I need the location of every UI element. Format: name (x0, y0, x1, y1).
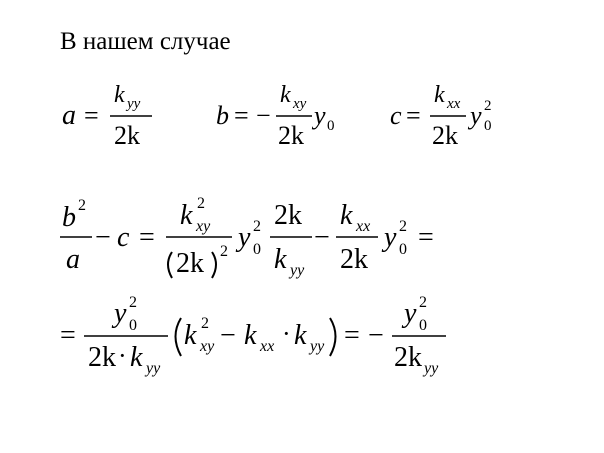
numerator-2k: 2k (274, 200, 302, 231)
equals-sign: = (139, 222, 155, 253)
numerator-k: k (434, 82, 445, 108)
superscript-2: 2 (419, 294, 427, 311)
factor-y: y (314, 101, 326, 130)
symbol-a: a (62, 100, 76, 131)
denominator-2k: 2k (278, 121, 304, 150)
equals-sign: = (406, 101, 421, 130)
superscript-2: 2 (129, 294, 137, 311)
subscript-xx: xx (260, 338, 275, 355)
numerator-k: k (114, 82, 125, 108)
left-paren (176, 318, 182, 356)
subscript-yy: yy (424, 360, 439, 377)
right-paren (212, 252, 216, 278)
equals-sign: = (418, 222, 434, 253)
subscript-yy: yy (290, 262, 305, 279)
k-yy: k (294, 320, 307, 351)
symbol-c: c (117, 222, 130, 253)
numerator-y: y (404, 298, 417, 329)
factor-y: y (238, 222, 251, 253)
equals-sign: = (60, 320, 76, 351)
superscript-2: 2 (253, 218, 261, 235)
minus-sign: − (256, 101, 271, 130)
superscript-2: 2 (197, 195, 205, 212)
denominator-2k: 2k (176, 248, 204, 279)
symbol-b: b (62, 202, 76, 233)
superscript-2: 2 (201, 315, 209, 332)
denominator-k: k (274, 244, 287, 275)
k-xx: k (244, 320, 257, 351)
numerator-k: k (180, 200, 193, 231)
subscript-yy: yy (127, 96, 141, 112)
equals-sign: = (234, 101, 249, 130)
factor-y: y (470, 101, 482, 130)
formula-a (62, 82, 152, 150)
symbol-a: a (66, 244, 80, 275)
minus-sign: − (95, 222, 111, 253)
factor-y: y (384, 222, 397, 253)
dot-operator: · (118, 341, 127, 370)
dot-operator: · (282, 319, 291, 348)
left-paren (168, 252, 172, 278)
subscript-yy: yy (310, 338, 325, 355)
subscript-xx: xx (447, 96, 461, 112)
denominator-k: k (130, 342, 143, 373)
denominator-2k: 2k (394, 342, 422, 373)
equation-line-1 (60, 195, 434, 279)
superscript-2: 2 (484, 98, 492, 114)
heading-text: В нашем случае (60, 28, 231, 55)
formula-c (390, 82, 492, 150)
subscript-0: 0 (253, 241, 261, 258)
equation-line-2 (60, 294, 446, 377)
formula-b (216, 82, 335, 150)
minus-sign: − (220, 320, 236, 351)
subscript-0: 0 (399, 241, 407, 258)
denominator-2k: 2k (340, 244, 368, 275)
numerator-k: k (280, 82, 291, 108)
right-paren (330, 318, 336, 356)
denominator-2k: 2k (114, 121, 140, 150)
subscript-0: 0 (419, 317, 427, 334)
numerator-k: k (340, 200, 353, 231)
symbol-b: b (216, 101, 229, 130)
subscript-0: 0 (327, 118, 335, 134)
subscript-xy: xy (200, 338, 215, 355)
subscript-0: 0 (484, 118, 492, 134)
equals-sign: = (344, 320, 360, 351)
subscript-xy: xy (196, 218, 211, 235)
superscript-2: 2 (78, 197, 86, 214)
numerator-y: y (114, 298, 127, 329)
equals-sign: = (84, 101, 99, 130)
minus-sign: − (368, 320, 384, 351)
denominator-2k: 2k (432, 121, 458, 150)
k-xy: k (184, 320, 197, 351)
subscript-0: 0 (129, 317, 137, 334)
minus-sign: − (314, 222, 330, 253)
symbol-c: c (390, 101, 402, 130)
superscript-2: 2 (220, 243, 228, 260)
subscript-xx: xx (356, 218, 371, 235)
subscript-xy: xy (293, 96, 307, 112)
denominator-2k: 2k (88, 342, 116, 373)
subscript-yy: yy (146, 360, 161, 377)
superscript-2: 2 (399, 218, 407, 235)
